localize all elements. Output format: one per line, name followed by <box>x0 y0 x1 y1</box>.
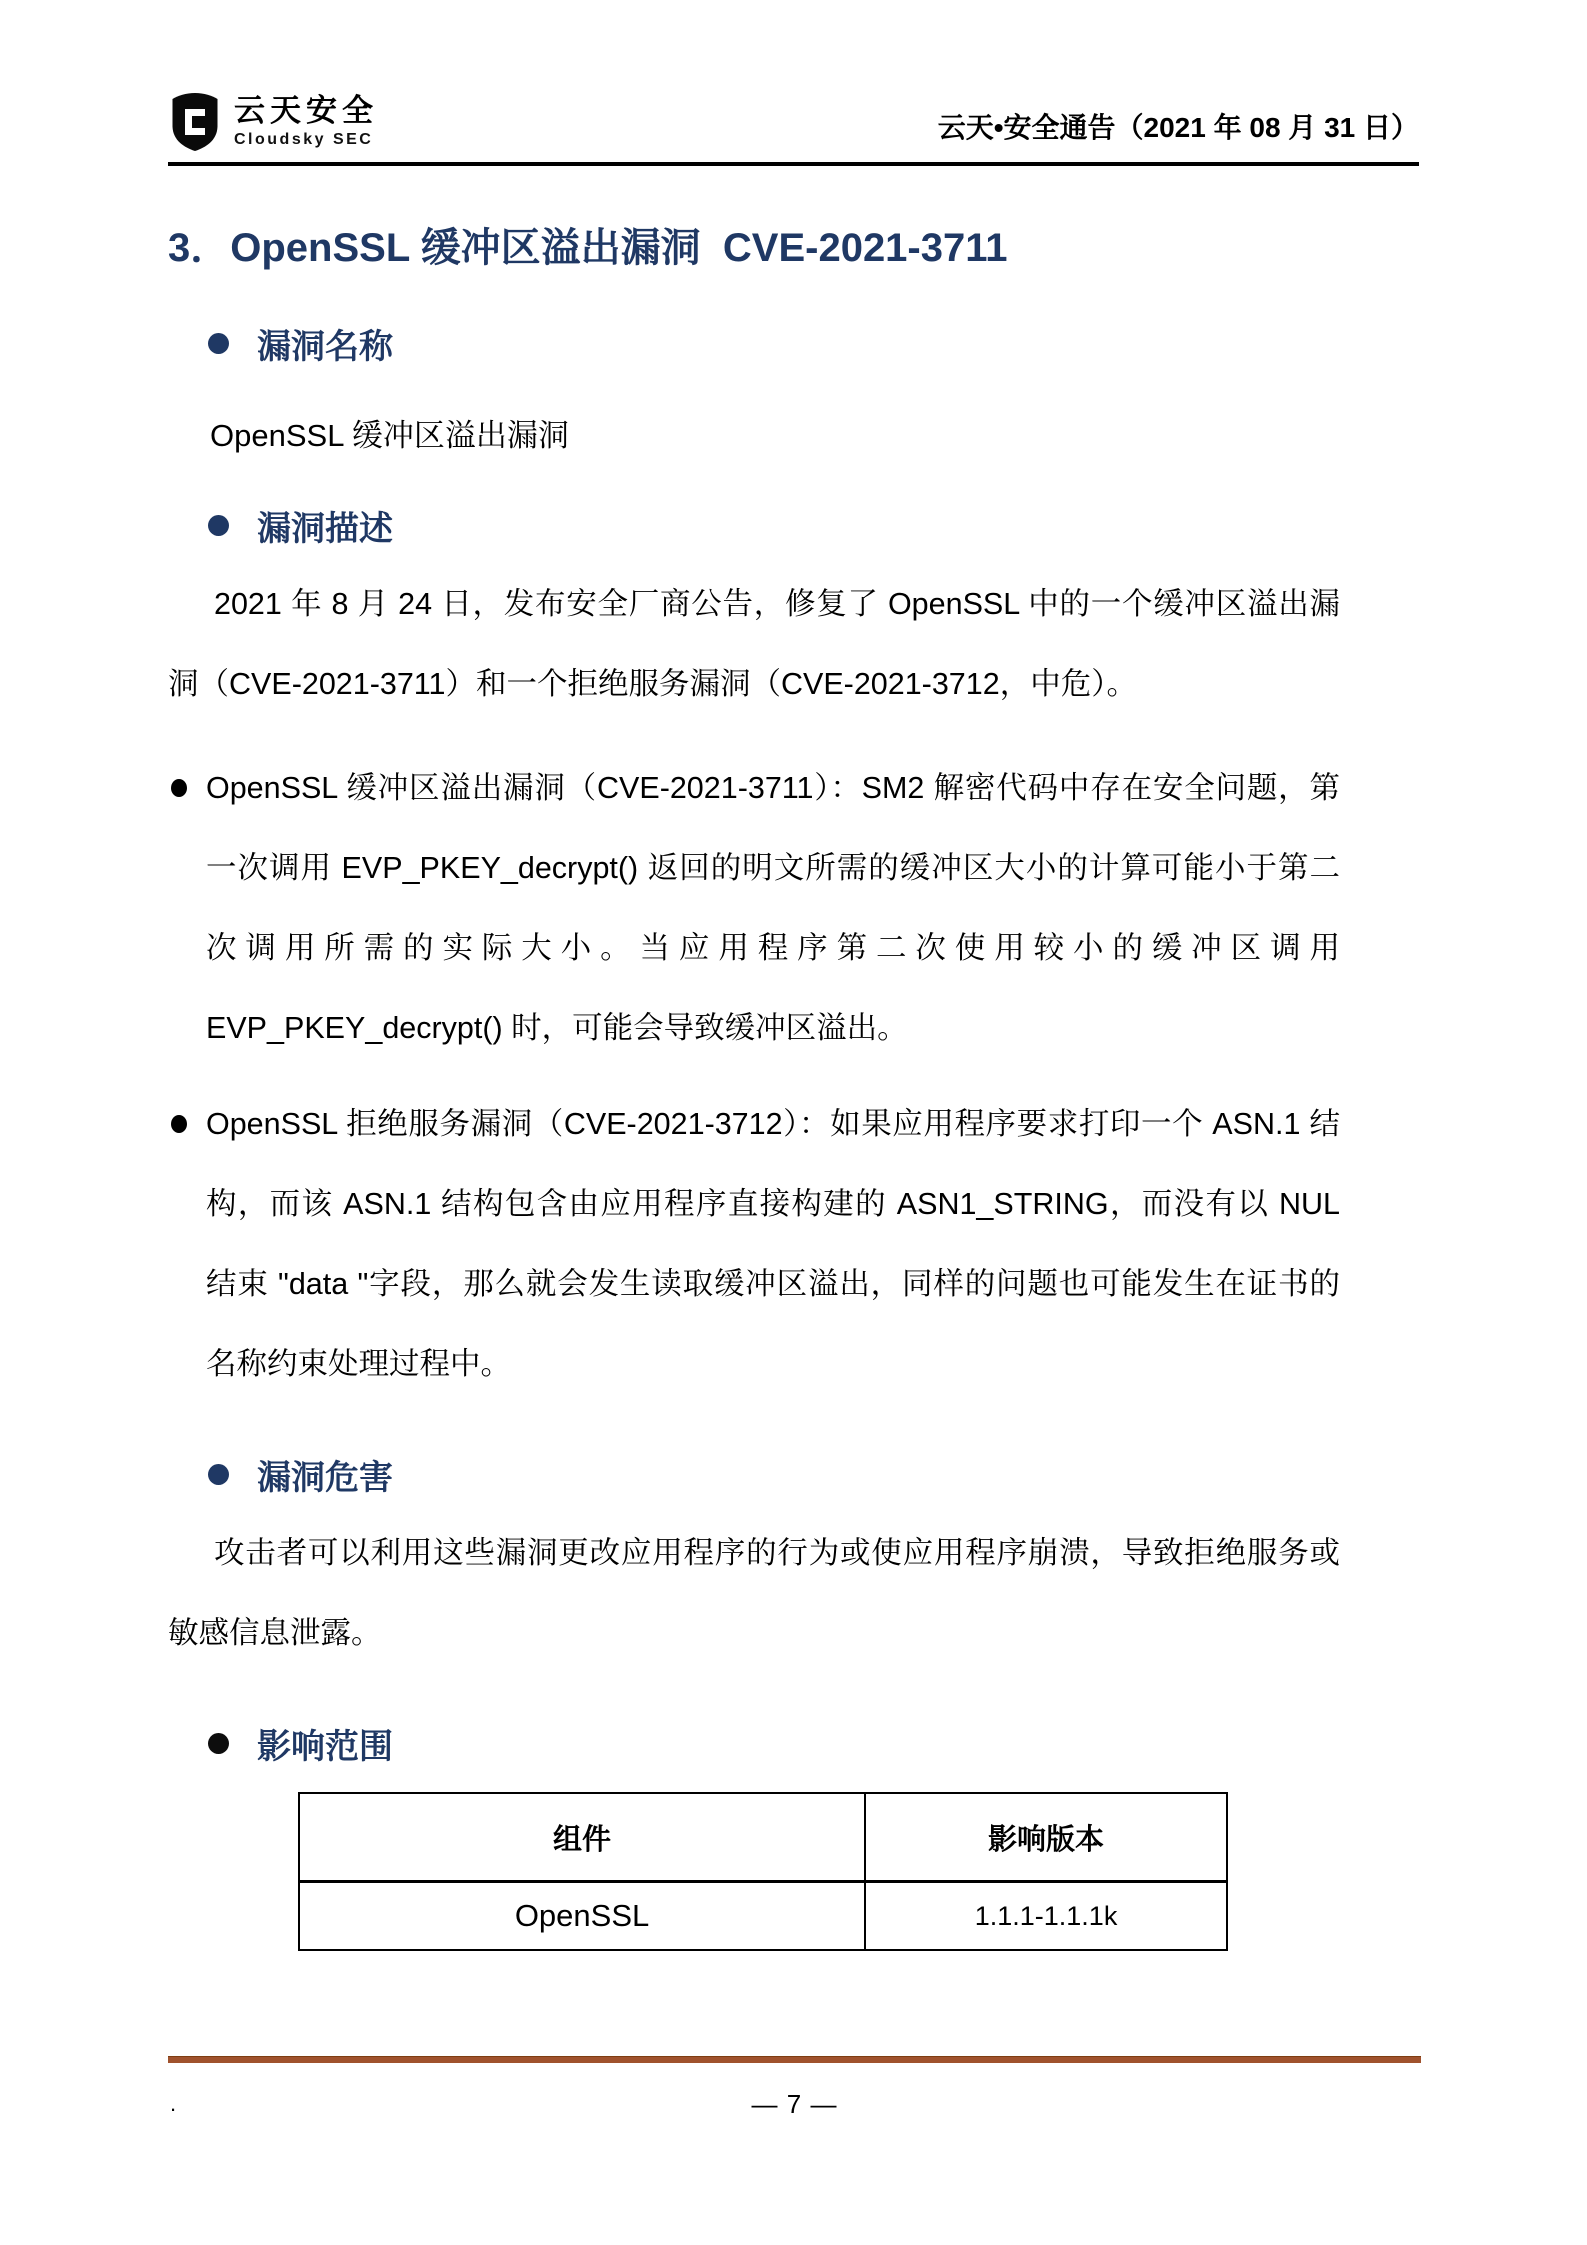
vuln-name-text: OpenSSL 缓冲区溢出漏洞 <box>210 418 569 453</box>
footer-row <box>168 2089 1421 2123</box>
footer-rule <box>168 2056 1421 2063</box>
page-title: 3．OpenSSL 缓冲区溢出漏洞 CVE-2021-3711 <box>168 226 1008 270</box>
header-doc-title: 云天•安全通告（2021 年 08 月 31 日） <box>937 112 1419 143</box>
vuln-name-section-heading <box>208 319 1419 368</box>
bullet-dot-icon <box>208 333 229 354</box>
bullet-item-cve-2021-3711 <box>168 748 1340 1068</box>
brand-text <box>234 95 378 149</box>
bullet-dot-icon <box>208 1464 229 1485</box>
header-rule <box>168 162 1419 166</box>
page-number: — 7 — <box>751 2089 838 2119</box>
impact-paragraph: 攻击者可以利用这些漏洞更改应用程序的行为或使应用程序崩溃，导致拒绝服务或敏感信息泄露。 <box>168 1536 1340 1650</box>
bullet-dot-icon <box>171 779 187 797</box>
doc-header <box>168 0 1419 152</box>
brand-logo <box>168 92 378 152</box>
table-header-row <box>299 1793 1227 1882</box>
scope-section-heading <box>208 1719 1419 1768</box>
table-cell-version: 1.1.1-1.1.1k <box>865 1882 1227 1951</box>
bullet-item-text: OpenSSL 缓冲区溢出漏洞（CVE-2021-3711）：SM2 解密代码中存在安全问题，第一次调用 EVP_PKEY_decrypt() 返回的明文所需的缓冲区大小的计算可能小于第二次调用所需的实际大小。当应用程序第二次使用较小的缓冲区调用 EVP_PKEY_decrypt() 时，可能会导致缓冲区溢出。 <box>206 771 1340 1045</box>
bullet-item-text: OpenSSL 拒绝服务漏洞（CVE-2021-3712）：如果应用程序要求打印一个 ASN.1 结构，而该 ASN.1 结构包含由应用程序直接构建的 ASN1_STRING，而没有以 NUL 结束 "data "字段，那么就会发生读取缓冲区溢出，同样的问题也可能发生在证书的名称约束处理过程中。 <box>206 1107 1340 1381</box>
vuln-impact-section-heading <box>208 1450 1419 1499</box>
section-heading-label: 漏洞危害 <box>257 1459 393 1497</box>
section-heading-label: 影响范围 <box>257 1728 393 1766</box>
bullet-dot-icon <box>171 1115 187 1133</box>
brand-name-en: Cloudsky SEC <box>234 130 374 148</box>
table-row <box>299 1882 1227 1951</box>
shield-logo-icon <box>168 92 222 152</box>
bullet-dot-icon <box>208 1733 229 1754</box>
table-header-cell-version: 影响版本 <box>865 1793 1227 1882</box>
page-footer <box>168 2056 1421 2123</box>
bullet-item-cve-2021-3712 <box>168 1084 1340 1404</box>
section-heading-label: 漏洞名称 <box>257 328 393 366</box>
bullet-dot-icon <box>208 515 229 536</box>
vuln-desc-section-heading <box>208 501 1419 550</box>
brand-name-cn: 云天安全 <box>234 93 378 129</box>
vuln-bullet-list <box>168 748 1340 1404</box>
scope-table <box>298 1792 1228 1951</box>
table-header-cell-component: 组件 <box>299 1793 865 1882</box>
footer-left-dot: . <box>170 2091 177 2116</box>
table-cell-component: OpenSSL <box>299 1882 865 1951</box>
desc-intro-paragraph: 2021 年 8 月 24 日，发布安全厂商公告，修复了 OpenSSL 中的一个缓冲区溢出漏洞（CVE-2021-3711）和一个拒绝服务漏洞（CVE-2021-3712，中危）。 <box>168 587 1340 701</box>
section-heading-label: 漏洞描述 <box>257 510 393 548</box>
